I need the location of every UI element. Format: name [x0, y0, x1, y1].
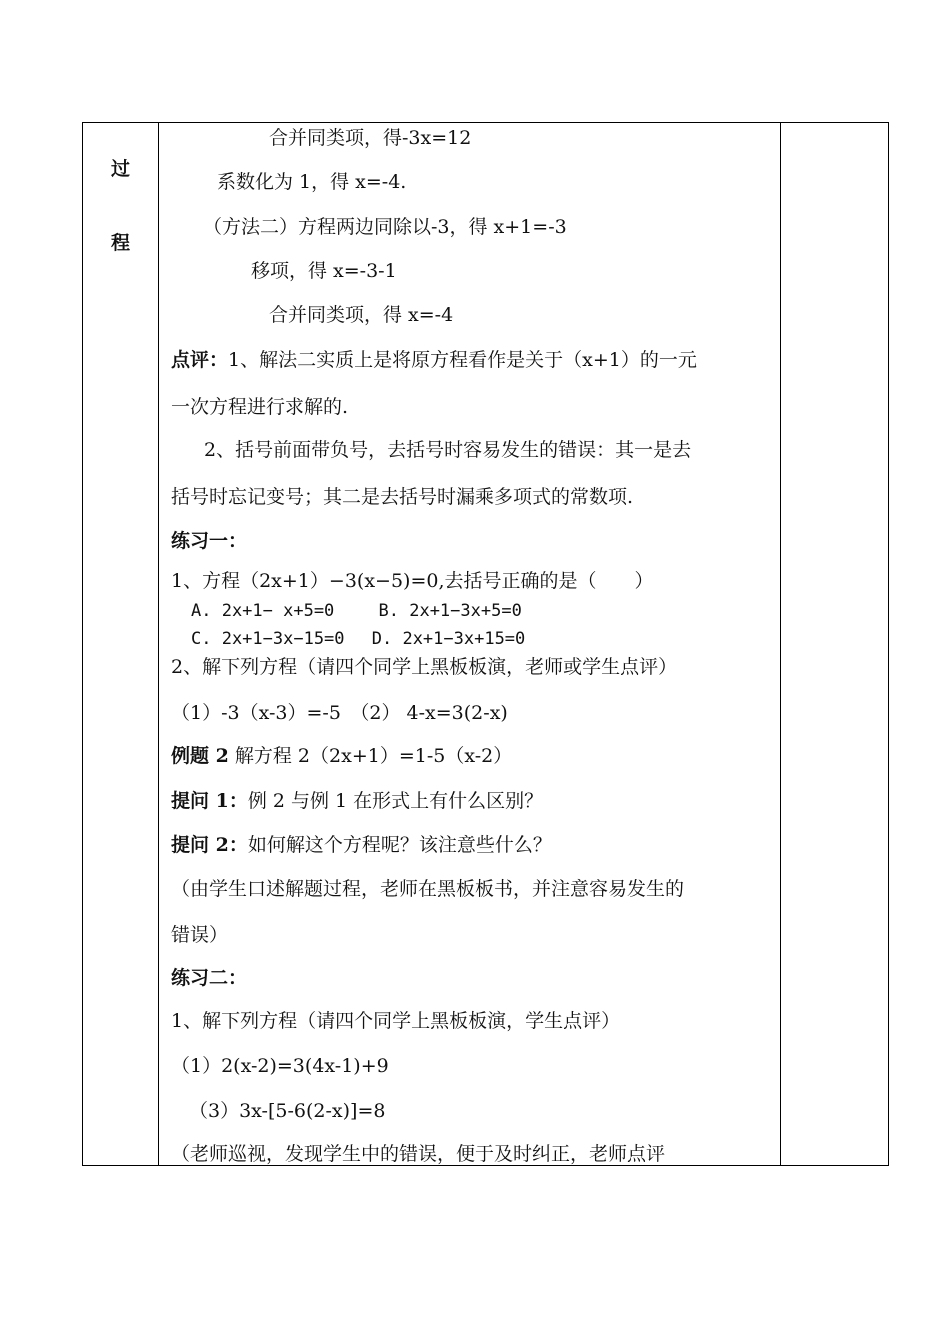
side-label-char-1: 过	[110, 158, 130, 180]
choice-line: C. 2x+1−3x−15=0 D. 2x+1−3x+15=0	[191, 629, 526, 649]
content-line: 提问 1：例 2 与例 1 在形式上有什么区别？	[171, 790, 544, 812]
content-line: 提问 2：如何解这个方程呢？该注意些什么？	[171, 834, 552, 856]
column-divider-left	[158, 123, 159, 1165]
section-heading: 练习二：	[171, 967, 248, 989]
content-line: 错误）	[171, 924, 229, 946]
lesson-table	[82, 122, 889, 1166]
content-line: （3）3x-[5-6(2-x)]=8	[189, 1100, 386, 1122]
content-line: （老师巡视，发现学生中的错误，便于及时纠正，老师点评	[171, 1143, 666, 1165]
choice-line: A. 2x+1− x+5=0 B. 2x+1−3x+5=0	[191, 601, 522, 621]
content-line: 移项，得 x=-3-1	[251, 260, 397, 282]
content-line: 1、方程（2x+1）−3(x−5)=0,去括号正确的是（ ）	[171, 570, 654, 592]
content-line: 例题 2 解方程 2（2x+1）=1-5（x-2）	[171, 745, 513, 767]
content-line: 2、括号前面带负号，去括号时容易发生的错误：其一是去	[204, 439, 692, 461]
content-line: （方法二）方程两边同除以-3，得 x+1=-3	[203, 216, 567, 238]
lesson-content	[171, 123, 776, 1165]
content-line: 点评：1、解法二实质上是将原方程看作是关于（x+1）的一元	[171, 349, 697, 371]
section-heading: 练习一：	[171, 530, 248, 552]
content-line: 1、解下列方程（请四个同学上黑板板演，学生点评）	[171, 1010, 621, 1032]
content-line: 2、解下列方程（请四个同学上黑板板演，老师或学生点评）	[171, 656, 678, 678]
content-line: 合并同类项，得-3x=12	[269, 127, 472, 149]
content-line: 一次方程进行求解的.	[171, 396, 349, 418]
content-line: （1）2(x-2)=3(4x-1)+9	[171, 1055, 389, 1077]
content-line: 括号时忘记变号；其二是去括号时漏乘多项式的常数项.	[171, 486, 634, 508]
side-label-char-2: 程	[110, 232, 130, 254]
content-line: （1）-3（x-3）=-5 （2） 4-x=3(2-x)	[171, 702, 508, 724]
column-divider-right	[780, 123, 781, 1165]
content-line: 合并同类项，得 x=-4	[269, 304, 454, 326]
content-line: 系数化为 1，得 x=-4.	[217, 171, 407, 193]
content-line: （由学生口述解题过程，老师在黑板板书，并注意容易发生的	[171, 878, 685, 900]
